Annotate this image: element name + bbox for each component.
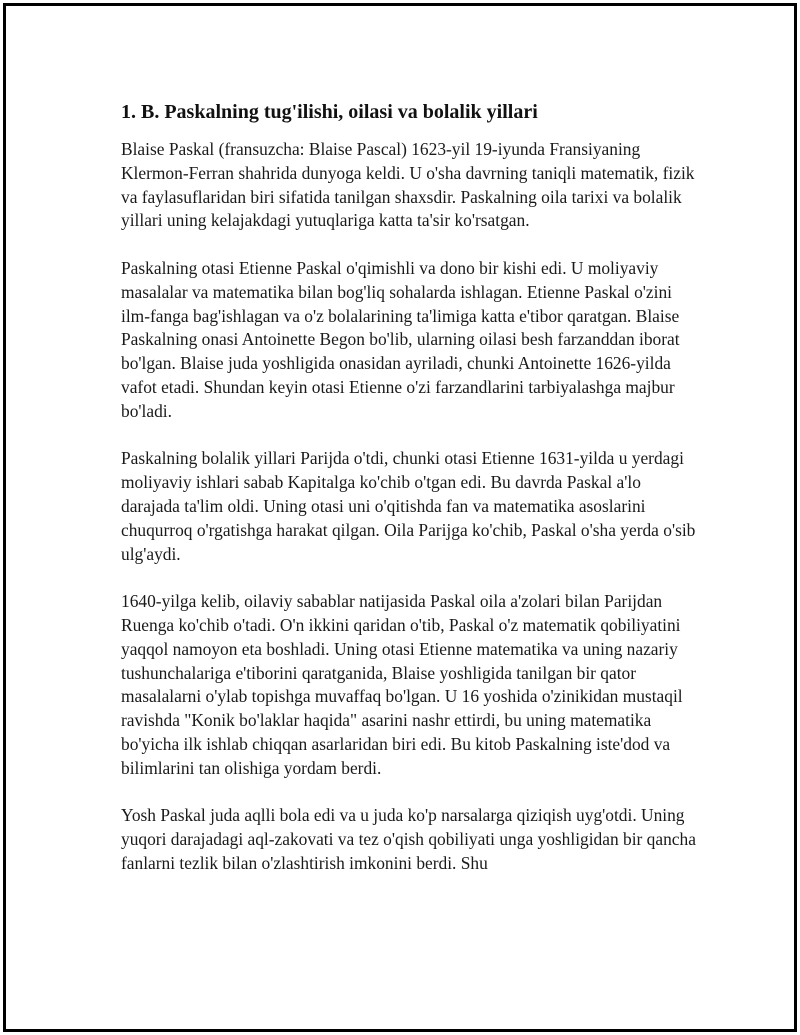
paragraph-rouen: 1640-yilga kelib, oilaviy sabablar natijasida Paskal oila a'zolari bilan Parijdan Ruenga ko'chib o'tadi. O'n ikkini qaridan o'tib, Paskal o'z matematik qobiliyatini yaqqol namoyon eta boshladi. Uning otasi Etienne matematika va uning nazariy tushunchalariga e'tiborini qaratganida, Blaise yoshligida tanilgan bir qator masalalarni o'ylab topishga muvaffaq bo'lgan. U 16 yoshida o'zinikidan mustaqil ravishda "Konik bo'laklar haqida" asarini nashr ettirdi, bu uning matematika bo'yicha ilk ishlab chiqqan asarlaridan biri edi. Bu kitob Paskalning iste'dod va bilimlarini tan olishiga yordam berdi. <box>121 591 683 778</box>
paragraph-family: Paskalning otasi Etienne Paskal o'qimishli va dono bir kishi edi. U moliyaviy masalalar va matematika bilan bog'liq sohalarda ishlagan. Etienne Paskal o'zini ilm-fanga bag'ishlagan va o'z bolalarining ta'limiga katta e'tibor qaratgan. Blaise Paskalning onasi Antoinette Begon bo'lib, ularning oilasi besh farzanddan iborat bo'lgan. Blaise juda yoshligida onasidan ayriladi, chunki Antoinette 1626-yilda vafot etadi. Shundan keyin otasi Etienne o'zi farzandlarini tarbiyalashga majbur bo'ladi. <box>121 257 680 421</box>
page-frame <box>3 3 797 1032</box>
paragraph-birth: Blaise Paskal (fransuzcha: Blaise Pascal) 1623-yil 19-iyunda Fransiyaning Klermon-Ferran shahrida dunyoga keldi. U o'sha davrning taniqli matematik, fizik va faylasuflaridan biri sifatida tanilgan shaxsdir. Paskalning oila tarixi va bolalik yillari uning kelajakdagi yutuqlariga katta ta'sir ko'rsatgan. <box>121 139 695 231</box>
section-heading: 1. B. Paskalning tug'ilishi, oilasi va bolalik yillari <box>121 101 538 123</box>
paragraph-childhood-paris: Paskalning bolalik yillari Parijda o'tdi, chunki otasi Etienne 1631-yilda u yerdagi moliyaviy ishlari sabab Kapitalga ko'chib o'tgan edi. Bu davrda Paskal a'lo darajada ta'lim oldi. Uning otasi uni o'qitishda fan va matematika asoslarini chuqurroq o'rgatishga harakat qilgan. Oila Parijga ko'chib, Paskal o'sha yerda o'sib ulg'aydi. <box>121 448 696 564</box>
paragraph-young-pascal: Yosh Paskal juda aqlli bola edi va u juda ko'p narsalarga qiziqish uyg'otdi. Uning yuqori darajadagi aql-zakovati va tez o'qish qobiliyati unga yoshligidan bir qancha fanlarni tezlik bilan o'zlashtirish imkonini berdi. Shu <box>121 805 696 873</box>
document-body <box>121 98 701 900</box>
